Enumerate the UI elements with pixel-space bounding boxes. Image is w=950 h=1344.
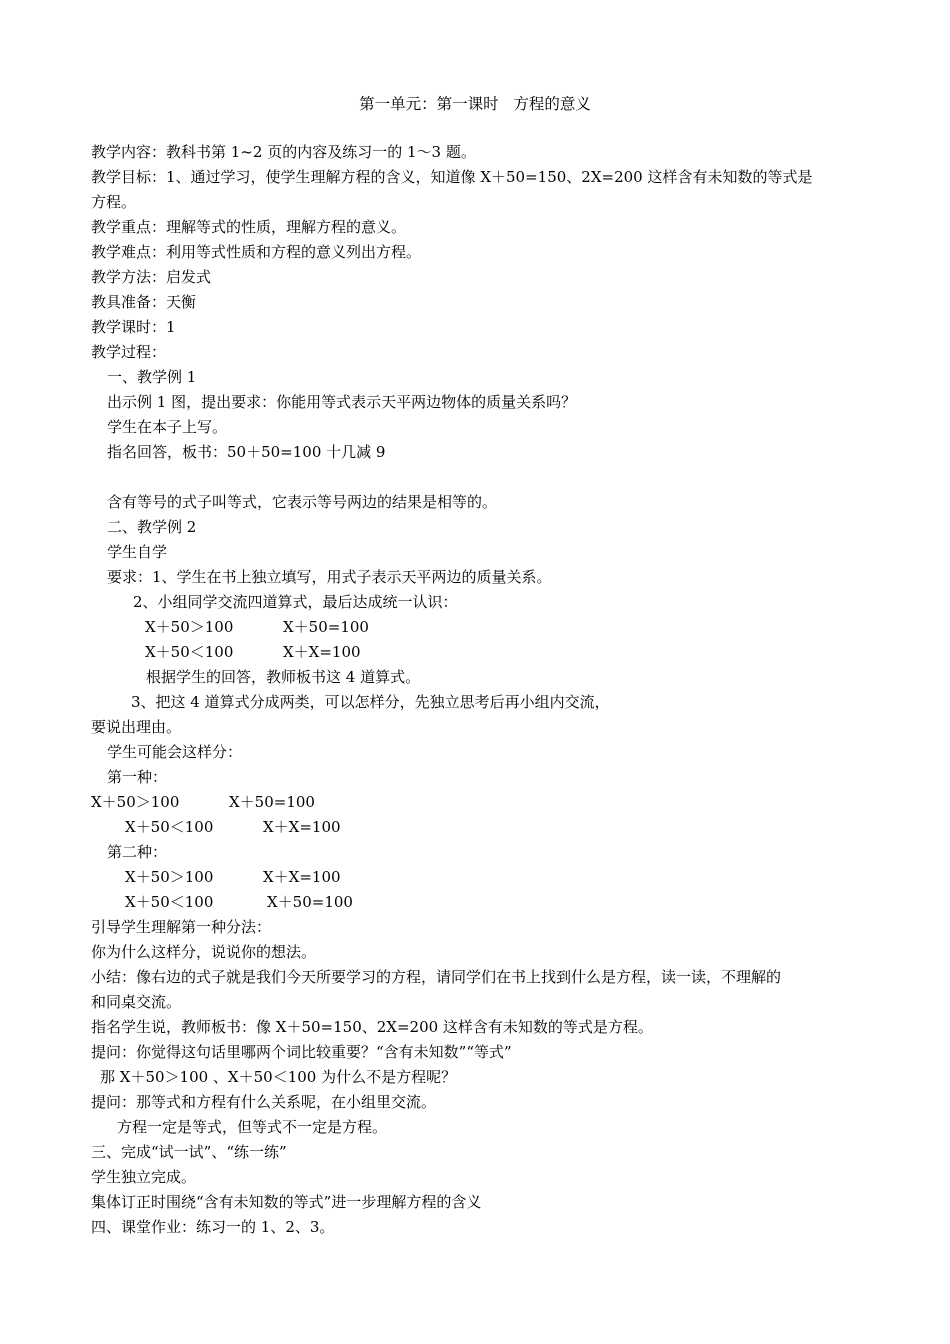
equation: X＋X=100	[263, 868, 341, 886]
text-line: 教学过程：	[91, 343, 167, 361]
equation: X＋50=100	[229, 793, 315, 811]
text-line: 教学难点：利用等式性质和方程的意义列出方程。	[91, 243, 422, 261]
equation: X＋50=100	[267, 893, 353, 911]
text-line: 教学内容：教科书第 1~2 页的内容及练习一的 1～3 题。	[91, 143, 476, 161]
text-line: 方程一定是等式，但等式不一定是方程。	[117, 1118, 388, 1136]
text-line: 指名学生说，教师板书：像 X＋50=150、2X=200 这样含有未知数的等式是方程。	[91, 1018, 653, 1036]
text-line: 第一种：	[107, 768, 168, 786]
equation: X＋X=100	[263, 818, 341, 836]
text-line: 你为什么这样分，说说你的想法。	[91, 943, 317, 961]
section-heading: 三、完成“试一试”、“练一练”	[91, 1143, 287, 1161]
equation: X＋50＞100	[91, 793, 180, 811]
equation: X＋50＜100	[125, 818, 214, 836]
text-line: 提问：那等式和方程有什么关系呢，在小组里交流。	[91, 1093, 437, 1111]
text-line: 学生独立完成。	[91, 1168, 197, 1186]
text-line: 教学方法：启发式	[91, 268, 212, 286]
text-line: 出示例 1 图，提出要求：你能用等式表示天平两边物体的质量关系吗？	[107, 393, 577, 411]
text-line: 第二种：	[107, 843, 168, 861]
text-line: 3、把这 4 道算式分成两类，可以怎样分，先独立思考后再小组内交流，	[131, 693, 610, 711]
text-line: 教学目标：1、通过学习，使学生理解方程的含义，知道像 X＋50=150、2X=200 这样含有未知数的等式是	[91, 168, 813, 186]
text-line: 要说出理由。	[91, 718, 182, 736]
text-line: 集体订正时围绕“含有未知数的等式”进一步理解方程的含义	[91, 1193, 482, 1211]
text-line: 根据学生的回答，教师板书这 4 道算式。	[146, 668, 421, 686]
text-line: 教学重点：理解等式的性质，理解方程的意义。	[91, 218, 407, 236]
text-line: 学生自学	[107, 543, 168, 561]
section-heading: 二、教学例 2	[107, 518, 197, 536]
equation: X＋50＞100	[145, 618, 234, 636]
text-line: 那 X＋50＞100 、X＋50＜100 为什么不是方程呢？	[100, 1068, 457, 1086]
text-line: 小结：像右边的式子就是我们今天所要学习的方程，请同学们在书上找到什么是方程，读一读，不理解的	[91, 968, 782, 986]
section-heading: 四、课堂作业：练习一的 1、2、3。	[91, 1218, 335, 1236]
equation: X＋50＞100	[125, 868, 214, 886]
text-line: 提问：你觉得这句话里哪两个词比较重要？“含有未知数”“等式”	[91, 1043, 512, 1061]
text-line: 含有等号的式子叫等式，它表示等号两边的结果是相等的。	[107, 493, 498, 511]
text-line: 要求：1、学生在书上独立填写，用式子表示天平两边的质量关系。	[107, 568, 552, 586]
text-line: 和同桌交流。	[91, 993, 182, 1011]
text-line: 指名回答，板书：50＋50=100 十几减 9	[107, 443, 386, 461]
equation: X＋50＜100	[145, 643, 234, 661]
text-line: 教具准备：天衡	[91, 293, 197, 311]
text-line: 2、小组同学交流四道算式，最后达成统一认识：	[133, 593, 458, 611]
text-line: 学生在本子上写。	[107, 418, 228, 436]
text-line: 方程。	[91, 193, 137, 211]
equation: X＋X=100	[283, 643, 361, 661]
text-line: 学生可能会这样分：	[107, 743, 243, 761]
equation: X＋50＜100	[125, 893, 214, 911]
text-line: 引导学生理解第一种分法：	[91, 918, 272, 936]
page-title: 第一单元：第一课时 方程的意义	[359, 95, 591, 113]
text-line: 教学课时：1	[91, 318, 176, 336]
equation: X＋50=100	[283, 618, 369, 636]
section-heading: 一、教学例 1	[107, 368, 197, 386]
